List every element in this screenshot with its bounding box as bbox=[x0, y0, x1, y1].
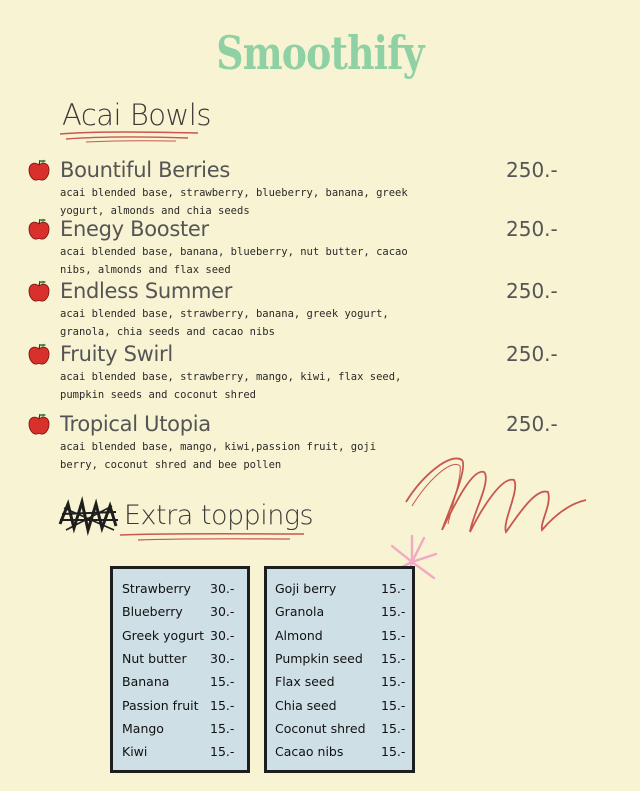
topping-name: Goji berry bbox=[275, 581, 337, 596]
red-scribble-decoration bbox=[402, 446, 592, 540]
topping-row bbox=[275, 698, 405, 721]
item-name: Bountiful Berries bbox=[60, 158, 230, 182]
topping-price: 30.- bbox=[210, 627, 235, 643]
topping-row bbox=[122, 721, 252, 744]
item-description: acai blended base, strawberry, mango, kiwi, flax seed, pumpkin seeds and coconut shred bbox=[60, 371, 402, 401]
item-price: 250.- bbox=[506, 342, 558, 366]
section-title-acai: Acai Bowls bbox=[62, 98, 211, 132]
topping-name: Banana bbox=[122, 674, 170, 690]
item-name: Fruity Swirl bbox=[60, 342, 173, 366]
topping-price: 15.- bbox=[381, 627, 406, 643]
apple-icon bbox=[28, 279, 50, 303]
topping-name: Flax seed bbox=[275, 674, 335, 690]
apple-icon bbox=[28, 412, 50, 436]
topping-row bbox=[275, 721, 405, 744]
topping-name: Almond bbox=[275, 627, 323, 643]
topping-row bbox=[275, 581, 405, 604]
topping-name: Chia seed bbox=[275, 697, 337, 713]
crossed-out-scribble bbox=[56, 494, 124, 538]
topping-row bbox=[122, 698, 252, 721]
topping-name: Mango bbox=[122, 720, 164, 736]
topping-name: Strawberry bbox=[122, 581, 191, 596]
extras-underline-scribble bbox=[118, 530, 308, 544]
topping-price: 15.- bbox=[210, 720, 235, 736]
topping-name: Passion fruit bbox=[122, 697, 199, 713]
topping-price: 15.- bbox=[381, 650, 406, 666]
topping-price: 30.- bbox=[210, 581, 235, 596]
topping-price: 15.- bbox=[210, 674, 235, 690]
topping-row bbox=[275, 628, 405, 651]
apple-icon bbox=[28, 342, 50, 366]
topping-price: 15.- bbox=[381, 604, 406, 620]
topping-price: 30.- bbox=[210, 650, 235, 666]
topping-row bbox=[122, 604, 252, 627]
apple-icon bbox=[28, 217, 50, 241]
topping-price: 15.- bbox=[381, 720, 406, 736]
item-name: Enegy Booster bbox=[60, 217, 209, 241]
item-name: Tropical Utopia bbox=[60, 412, 211, 436]
topping-name: Granola bbox=[275, 604, 325, 620]
topping-row bbox=[275, 674, 405, 697]
topping-row bbox=[122, 744, 252, 767]
item-description: acai blended base, mango, kiwi,passion fruit, goji berry, coconut shred and bee pollen bbox=[60, 441, 377, 471]
item-price: 250.- bbox=[506, 217, 558, 241]
item-description: acai blended base, banana, blueberry, nut butter, cacao nibs, almonds and flax seed bbox=[60, 246, 408, 276]
section-title-extras: Extra toppings bbox=[124, 500, 314, 531]
item-description: acai blended base, strawberry, banana, greek yogurt, granola, chia seeds and cacao nibs bbox=[60, 308, 389, 338]
topping-row bbox=[275, 744, 405, 767]
topping-name: Coconut shred bbox=[275, 720, 366, 736]
topping-row bbox=[275, 604, 405, 627]
topping-name: Pumpkin seed bbox=[275, 650, 363, 666]
topping-price: 15.- bbox=[381, 581, 406, 596]
topping-row bbox=[122, 674, 252, 697]
item-name: Endless Summer bbox=[60, 279, 233, 303]
item-price: 250.- bbox=[506, 412, 558, 436]
topping-name: Nut butter bbox=[122, 650, 187, 666]
brand-title: Smoothify bbox=[216, 26, 424, 80]
topping-row bbox=[122, 581, 252, 604]
acai-underline-scribble bbox=[58, 128, 203, 144]
topping-price: 30.- bbox=[210, 604, 235, 620]
topping-name: Cacao nibs bbox=[275, 744, 344, 760]
topping-price: 15.- bbox=[381, 744, 406, 760]
topping-price: 15.- bbox=[381, 674, 406, 690]
apple-icon bbox=[28, 158, 50, 182]
item-price: 250.- bbox=[506, 158, 558, 182]
topping-row bbox=[122, 628, 252, 651]
item-price: 250.- bbox=[506, 279, 558, 303]
topping-price: 15.- bbox=[210, 697, 235, 713]
topping-price: 15.- bbox=[210, 744, 235, 760]
topping-row bbox=[275, 651, 405, 674]
item-description: acai blended base, strawberry, blueberry, banana, greek yogurt, almonds and chia seeds bbox=[60, 187, 408, 217]
topping-name: Blueberry bbox=[122, 604, 183, 620]
topping-name: Kiwi bbox=[122, 744, 148, 760]
topping-name: Greek yogurt bbox=[122, 627, 205, 643]
topping-row bbox=[122, 651, 252, 674]
topping-price: 15.- bbox=[381, 697, 406, 713]
